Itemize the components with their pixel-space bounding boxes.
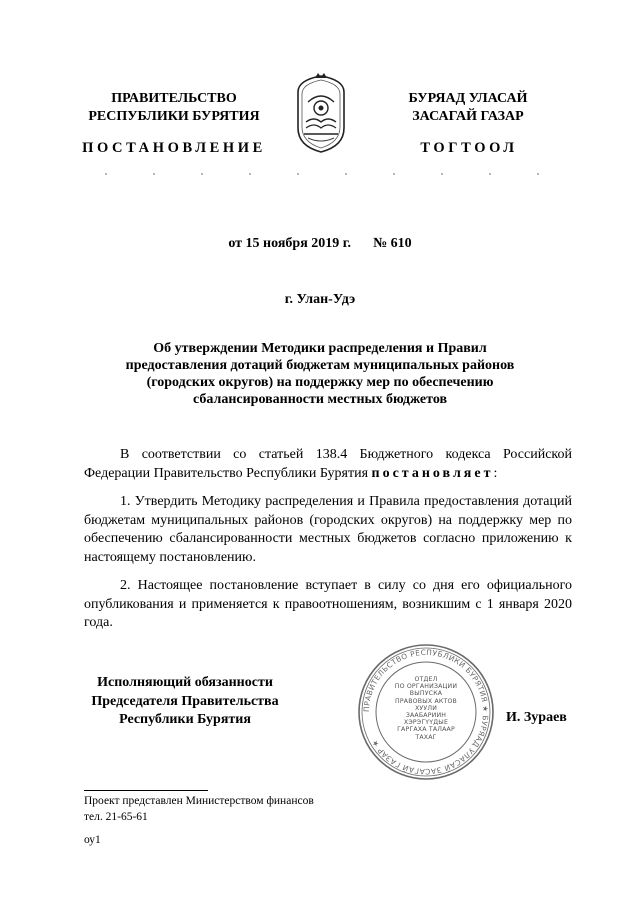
footnote-line: Проект представлен Министерством финансов xyxy=(84,795,314,807)
title-line: предоставления дотаций бюджетам муниципальных районов xyxy=(125,358,515,373)
document-number: № 610 xyxy=(373,236,412,251)
title-line: сбалансированности местных бюджетов xyxy=(192,392,448,407)
document-date-number xyxy=(0,236,640,252)
stamp-line: ТАХАГ xyxy=(415,733,437,741)
preamble-paragraph xyxy=(84,446,572,483)
doctype-right: ТОГТООЛ xyxy=(420,140,518,156)
header-left-line1: ПРАВИТЕЛЬСТВО xyxy=(111,91,237,106)
header-left-line2: РЕСПУБЛИКИ БУРЯТИЯ xyxy=(88,109,260,124)
signatory-position-line: Председателя Правительства xyxy=(91,693,279,709)
stamp-line: ВЫПУСКА xyxy=(409,690,443,698)
preamble-resolves: постановляет xyxy=(371,465,494,481)
stamp-line: ОТДЕЛ xyxy=(414,676,438,683)
title-line: Об утверждении Методики распределения и Правил xyxy=(153,341,487,356)
footnote xyxy=(84,793,484,825)
stamp-line: ГАРГАХА ТАЛААР xyxy=(397,726,455,734)
stamp-line: ПО ОРГАНИЗАЦИИ xyxy=(394,683,458,691)
doctype-left: ПОСТАНОВЛЕНИЕ xyxy=(82,140,266,156)
item-paragraph-1: 1. Утвердить Методику распределения и Правила предоставления дотаций бюджетам муниципальных районов (городских округов) на поддержку мер по обеспечению сбалансированности местных бюджетов согласно приложению к настоящему постановлению. xyxy=(84,494,572,565)
footnote-divider xyxy=(84,790,208,791)
signatory-position-line: Исполняющий обязанности xyxy=(97,675,273,690)
header-right-line2: ЗАСАГАЙ ГАЗАР xyxy=(412,109,524,124)
document-city: г. Улан-Удэ xyxy=(284,292,356,307)
stamp-line: ЗААБАРИИН ХЭРЭГҮҮДЫЕ xyxy=(403,712,449,727)
signatory-position xyxy=(78,674,292,730)
title-line: (городских округов) на поддержку мер по обеспечению xyxy=(146,375,494,390)
signatory-position-line: Республики Бурятия xyxy=(119,712,251,727)
item-paragraph-2: 2. Настоящее постановление вступает в силу со дня его официального опубликования и применяется к правоотношениям, возникшим с 1 января 2020 года. xyxy=(84,578,572,630)
buryatia-coat-of-arms-icon xyxy=(294,72,348,154)
preamble-colon: : xyxy=(493,465,498,481)
document-date: от 15 ноября 2019 г. xyxy=(228,236,352,251)
document-title xyxy=(110,340,530,408)
stamp-line: ПРАВОВЫХ АКТОВ xyxy=(395,697,457,705)
header-left-authority xyxy=(86,90,262,126)
header-right-authority xyxy=(398,90,538,126)
signatory-name: И. Зураев xyxy=(506,710,567,725)
header-divider xyxy=(82,173,562,175)
executor-initials: оу1 xyxy=(84,834,101,846)
preamble-text: В соответствии со статьей 138.4 Бюджетного кодекса Российской Федерации Правительство Республики Бурятия xyxy=(84,447,572,481)
stamp-line: ХУУЛИ xyxy=(414,704,438,712)
header-right-line1: БУРЯАД УЛАСАЙ xyxy=(408,91,528,106)
footnote-line: тел. 21-65-61 xyxy=(84,811,148,823)
stamp-inner-text xyxy=(390,676,462,741)
stamp-ring-text: ПРАВИТЕЛЬСТВО РЕСПУБЛИКИ БУРЯТИЯ ★ БУРЯАД УЛАСАЙ ЗАСАГАЙ ГАЗАР ★ xyxy=(361,647,491,777)
document-body xyxy=(84,446,572,643)
